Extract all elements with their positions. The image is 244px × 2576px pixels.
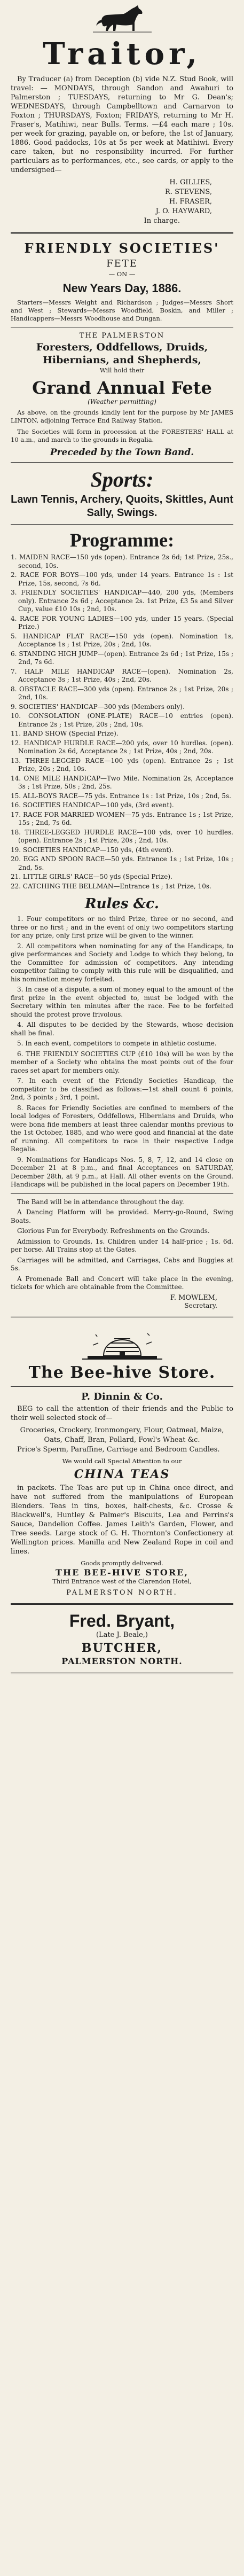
rule-item: 9. Nominations for Handicaps Nos. 5, 8, 7, 12, and 14 close on December 21 at 8 p.m., and final Acceptances on SATURDAY, December 28th, at 9 p.m., at Hall. All other events on the Ground. Handicaps will be published in the local papers on December 19th. [11,1156,233,1188]
china-teas: CHINA TEAS [74,1467,170,1481]
fete-procession: The Societies will form in procession at the FORESTERS' HALL at 10 a.m., and march to the grounds in Regalia. [11,428,233,443]
fete-preceded: Preceded by the Town Band. [50,447,194,458]
fete-carriages: Carriages will be admitted, and Carriages, Cabs and Buggies at 5s. [11,1256,233,1272]
beehive-illustration [11,1324,233,1361]
beehive-advert [11,1324,233,1597]
rule-item: 8. Races for Friendly Societies are confined to members of the local lodges of Foresters, Oddfellows, Hibernians and Druids, who were bona fide members at least three calendar months previous to the 1st October, 1885, and who were good and financial at the date of running. All competitors to race in their respective Lodge Regalia. [11,1104,233,1153]
divider [11,1673,233,1674]
rules-title: Rules &c. [85,896,159,912]
event-item: 3. FRIENDLY SOCIETIES' HANDICAP—440, 200 yds, (Members only). Entrance 2s 6d ; Acceptance 2s. 1st Prize, £3 5s and Silver Cup, value £10 10s ; 2nd, 10s. [11,589,233,613]
divider [11,1316,233,1317]
traitor-signatures [11,178,233,226]
in-charge-label: In charge. [144,217,180,225]
sports-list: Lawn Tennis, Archery, Quoits, Skittles, Aunt Sally, Swings. [11,494,233,519]
store-name: THE BEE-HIVE STORE, [56,1567,188,1578]
fete-date: New Years Day, 1886. [62,282,182,295]
event-item: 5. HANDICAP FLAT RACE—150 yds (open). Nomination 1s, Acceptance 1s ; 1st Prize, 20s ; 2nd, 10s. [11,632,233,648]
fred-bryant-advert [11,1611,233,1666]
event-item: 17. RACE FOR MARRIED WOMEN—75 yds. Entrance 1s ; 1st Prize, 15s ; 2nd, 7s 6d. [11,810,233,826]
sports-title: Sports: [90,467,154,491]
fete-glorious: Glorious Fun for Everybody. Refreshments on the Grounds. [17,1227,210,1235]
beehive-icon [82,1324,162,1361]
event-item: 18. THREE-LEGGED HURDLE RACE—100 yds, over 10 hurdles. (open). Entrance 2s ; 1st Prize, 20s ; 2nd, 10s. [11,828,233,844]
event-item: 19. SOCIETIES HANDICAP—150 yds, (4th event). [11,846,174,854]
horse-icon [93,4,152,34]
signature-3: H. FRASER, [169,198,212,206]
beehive-owner: P. Dinnin & Co. [81,1391,163,1402]
signature-4: J. O. HAYWARD, [155,207,212,215]
rule-item: 5. In each event, competitors to compete in athletic costume. [17,1040,217,1047]
rule-item: 2. All competitors when nominating for any of the Handicaps, to give performances and Society and Lodge to which they belong, to the Committee for admission of competitors. Any intending competitor failing to comply with this rule will be disqualified, and his nomination money forfeited. [11,942,233,983]
event-item: 4. RACE FOR YOUNG LADIES—100 yds, under 15 years. (Special Prize.) [11,614,233,630]
event-item: 11. BAND SHOW (Special Prize). [11,730,119,737]
beehive-goods: Groceries, Crockery, Ironmongery, Flour, Oatmeal, Maize, Oats, Chaff, Bran, Pollard, Fowl's Wheat &c. [20,1426,224,1444]
fete-secretary-role: Secretary. [184,1301,217,1309]
rule-item: 3. In case of a dispute, a sum of money equal to the amount of the first prize in the event objected to, must be lodged with the Secretary within ten minutes after the race. Fee to be forfeited should the protest prove frivolous. [11,986,233,1018]
fete-advert [11,240,233,1309]
programme-title: Programme: [69,529,175,551]
event-item: 1. MAIDEN RACE—150 yds (open). Entrance 2s 6d; 1st Prize, 25s., second, 10s. [11,553,233,569]
fete-subheading: FETE [106,258,138,269]
event-item: 6. STANDING HIGH JUMP—(open). Entrance 2s 6d ; 1st Prize, 15s ; 2nd, 7s 6d. [11,650,233,666]
event-item: 13. THREE-LEGGED RACE—100 yds (open). Entrance 2s ; 1st Prize, 20s ; 2nd, 10s. [11,756,233,772]
rules-list [11,915,233,1189]
store-town: PALMERSTON NORTH. [66,1588,178,1597]
event-item: 12. HANDICAP HURDLE RACE—200 yds, over 10 hurdles. (open). Nomination 2s 6d, Acceptance 2s ; 1st Prize, 40s ; 2nd, 20s. [11,739,233,755]
newspaper-column [11,0,233,1674]
fred-name: Fred. Bryant, [69,1611,175,1630]
event-item: 16. SOCIETIES HANDICAP—100 yds, (3rd event). [11,801,174,809]
rule-item: 7. In each event of the Friendly Societies Handicap, the competitor to be classified as follows:—1st shall count 6 points, 2nd, 3 points ; 3rd, 1 point. [11,1077,233,1101]
beehive-intro: BEG to call the attention of their friends and the Public to their well selected stock of— [11,1404,233,1422]
divider [11,1603,233,1605]
rule-item: 1. Four competitors or no third Prize, three or no second, and three or no first ; and in the event of only two competitors starting for any prize, only first prize will be given to the winner. [11,915,233,939]
event-item: 21. LITTLE GIRLS' RACE—50 yds (Special Prize). [11,873,172,880]
event-item: 22. CATCHING THE BELLMAN—Entrance 1s ; 1st Prize, 10s. [11,882,211,890]
beehive-title: The Bee-hive Store. [28,1363,216,1382]
fred-town: PALMERSTON NORTH. [61,1656,183,1666]
fete-secretary: F. MOWLEM, [170,1293,217,1302]
fete-dancing: A Dancing Platform will be provided. Merry-go-Round, Swing Boats. [11,1208,233,1224]
fete-will-hold: Will hold their [99,366,145,374]
rule-item: 6. THE FRIENDLY SOCIETIES CUP (£10 10s) will be won by the member of a Society who obtains the most points out of the four races set apart for members only. [11,1050,233,1074]
store-address: Third Entrance west of the Clarendon Hotel, [52,1577,192,1585]
divider [11,524,233,525]
event-item: 14. ONE MILE HANDICAP—Two Mile. Nomination 2s, Acceptance 3s ; 1st Prize, 50s ; 2nd, 25s. [11,774,233,790]
traitor-advert [11,3,233,226]
fete-officials: Starters—Messrs Weight and Richardson ; Judges—Messrs Short and West ; Stewards—Messrs Woodfield, Boskin, and Miller ; Handicappers—Messrs Woodhouse and Dungan. [11,299,233,322]
divider [11,462,233,463]
traitor-title: Traitor, [43,36,201,72]
fete-promenade: A Promenade Ball and Concert will take place in the evening, tickets for which are obtainable from the Committee. [11,1275,233,1291]
event-item: 8. OBSTACLE RACE—300 yds (open). Entrance 2s ; 1st Prize, 20s ; 2nd, 10s. [11,685,233,701]
fete-band: The Band will be in attendance throughout the day. [17,1198,184,1206]
fred-late: (Late J. Beale,) [96,1630,148,1639]
traitor-body: By Traducer (a) from Deception (b) vide N.Z. Stud Book, will travel: — MONDAYS, through Sandon and Awahuri to Palmerston ; TUESDAYS, returning to Mr G. Dean's; WEDNESDAYS, through Campbelltown and Carnarvon to Foxton ; THURSDAYS, Foxton; FRIDAYS, returning to Mr H. Fraser's, Matihiwi, near Bulls. Terms. —£4 each mare ; 10s. per week for grazing, payable on, or before, the 1st of January, 1886. Good paddocks, 10s at 5s per week at Matihiwi. Every care taken, but no responsibility incurred. For further particulars as to performances, etc., see cards, or apply to the undersigned— [11,75,233,174]
divider [11,1386,233,1387]
event-item: 9. SOCIETIES' HANDICAP—300 yds (Members only). [11,702,185,711]
event-item: 15. ALL-BOYS RACE—75 yds. Entrance 1s : 1st Prize, 10s ; 2nd, 5s. [11,792,231,800]
fete-societies: Foresters, Oddfellows, Druids, Hibernians, and Shepherds, [36,341,208,366]
horse-illustration [11,3,233,35]
fete-weather: (Weather permitting) [88,398,156,405]
event-item: 2. RACE FOR BOYS—100 yds, under 14 years. Entrance 1s : 1st Prize, 15s, second, 7s 6d. [11,571,233,587]
fete-on: — ON — [108,270,136,278]
beehive-special: We would call Special Attention to our [62,1457,182,1465]
fete-admission: Admission to Grounds, 1s. Children under 14 half-price ; 1s. 6d. per horse. All Trains stop at the Gates. [11,1237,233,1253]
signature-2: R. STEVENS, [165,188,212,196]
event-item: 7. HALF MILE HANDICAP RACE—(open). Nomination 2s, Acceptance 3s ; 1st Prize, 40s ; 2nd, 20s. [11,667,233,683]
rule-item: 4. All disputes to be decided by the Stewards, whose decision shall be final. [11,1021,233,1037]
programme-events [11,553,233,891]
goods-delivered: Goods promptly delivered. [81,1559,163,1567]
china-body: in packets. The Teas are put up in China once direct, and have not suffered from the manipulations of European Blenders. Teas in tins, boxes, half-chests, &c. Crosse & Blackwell's, Huntley & Palmer's Biscuits, Lea and Perrins's Sauce, Dandelion Coffee. James Leith's Garden, Flower, and Tree seeds. Large stock of G. H. Thornton's Confectionery at Wellington prices. Manilla and New Zealand Rope in coil and lines. [11,1484,233,1556]
fete-grand-title: Grand Annual Fete [32,378,212,398]
fred-trade: BUTCHER, [81,1641,163,1655]
signature-1: H. GILLIES, [169,178,212,186]
divider [11,1193,233,1194]
fete-heading: FRIENDLY SOCIETIES' [24,240,220,256]
divider [11,232,233,234]
beehive-prices: Price's Sperm, Paraffine, Carriage and Bedroom Candles. [17,1445,220,1454]
event-item: 20. EGG AND SPOON RACE—50 yds. Entrance 1s ; 1st Prize, 10s ; 2nd, 5s. [11,855,233,871]
fete-ground: As above, on the grounds kindly lent for the purpose by Mr JAMES LINTON, adjoining Terrace End Railway Station. [11,409,233,424]
fete-the: THE PALMERSTON [79,332,165,340]
event-item: 10. CONSOLATION (ONE-PLATE) RACE—10 entries (open). Entrance 2s ; 1st Prize, 20s ; 2nd, 10s. [11,712,233,728]
